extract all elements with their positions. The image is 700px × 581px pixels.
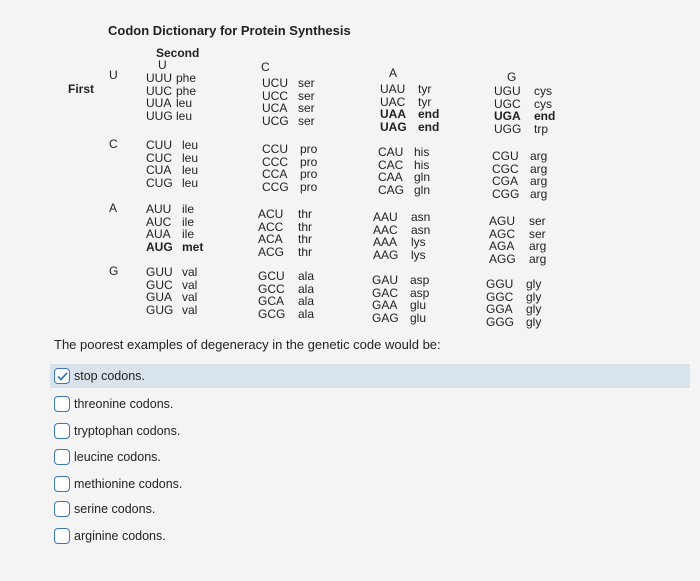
codon-block: UCU ser UCC ser UCA ser UCG ser (262, 76, 315, 128)
checkbox[interactable] (54, 449, 70, 465)
codon-block: ACU thr ACC thr ACA thr ACG thr (258, 207, 313, 259)
checkbox[interactable] (54, 368, 70, 384)
codon-block: CUU leu CUC leu CUA leu CUG leu (146, 138, 199, 190)
checkmark-icon (57, 372, 68, 381)
codon-block: AAU asn AAC asn AAA lys AAG lys (373, 210, 431, 262)
second-base-a: A (389, 66, 398, 80)
first-base-c: C (109, 137, 118, 151)
second-label: Second (156, 46, 200, 60)
checkbox[interactable] (54, 528, 70, 544)
codon-block: AUU ile AUC ile AUA ile AUG met (146, 202, 204, 254)
codon-block: GAU asp GAC asp GAA glu GAG glu (372, 273, 430, 325)
checkbox[interactable] (54, 396, 70, 412)
option-label: threonine codons. (74, 397, 174, 411)
option-label: leucine codons. (74, 450, 161, 464)
codon-block: CCU pro CCC pro CCA pro CCG pro (262, 142, 318, 194)
codon-block: GGU gly GGC gly GGA gly GGG gly (486, 277, 542, 329)
option-label: methionine codons. (74, 477, 183, 491)
codon-block: CGU arg CGC arg CGA arg CGG arg (492, 149, 548, 201)
codon-block: UUU phe UUC phe UUA leu UUG leu (146, 71, 197, 123)
checkbox[interactable] (54, 501, 70, 517)
option-serine-codons[interactable] (50, 497, 155, 521)
option-label: stop codons. (74, 369, 145, 383)
second-base-g: G (507, 70, 517, 84)
second-base-c: C (261, 60, 270, 74)
option-arginine-codons[interactable] (50, 524, 166, 548)
first-base-a: A (109, 201, 118, 215)
second-base-u: U (158, 58, 167, 72)
codon-block: UGU cys UGC cys UGA end UGG trp (494, 84, 556, 136)
table-title: Codon Dictionary for Protein Synthesis (108, 23, 351, 38)
option-label: serine codons. (74, 502, 156, 516)
question-text: The poorest examples of degeneracy in the genetic code would be: (54, 337, 441, 352)
first-base-u: U (109, 68, 118, 82)
checkbox[interactable] (54, 423, 70, 439)
option-tryptophan-codons[interactable] (50, 419, 180, 443)
codon-block: GCU ala GCC ala GCA ala GCG ala (258, 269, 315, 321)
first-label: First (68, 82, 95, 96)
option-label: tryptophan codons. (74, 424, 181, 438)
option-threonine-codons[interactable] (50, 392, 173, 416)
option-methionine-codons[interactable] (50, 472, 182, 496)
option-stop-codons[interactable] (50, 364, 690, 388)
option-leucine-codons[interactable] (50, 445, 161, 469)
codon-block: UAU tyr UAC tyr UAA end UAG end (380, 82, 440, 134)
codon-block: CAU his CAC his CAA gln CAG gln (378, 145, 431, 197)
codon-block: GUU val GUC val GUA val GUG val (146, 265, 198, 317)
codon-block: AGU ser AGC ser AGA arg AGG arg (489, 214, 547, 266)
first-base-g: G (109, 264, 119, 278)
option-label: arginine codons. (74, 529, 166, 543)
checkbox[interactable] (54, 476, 70, 492)
